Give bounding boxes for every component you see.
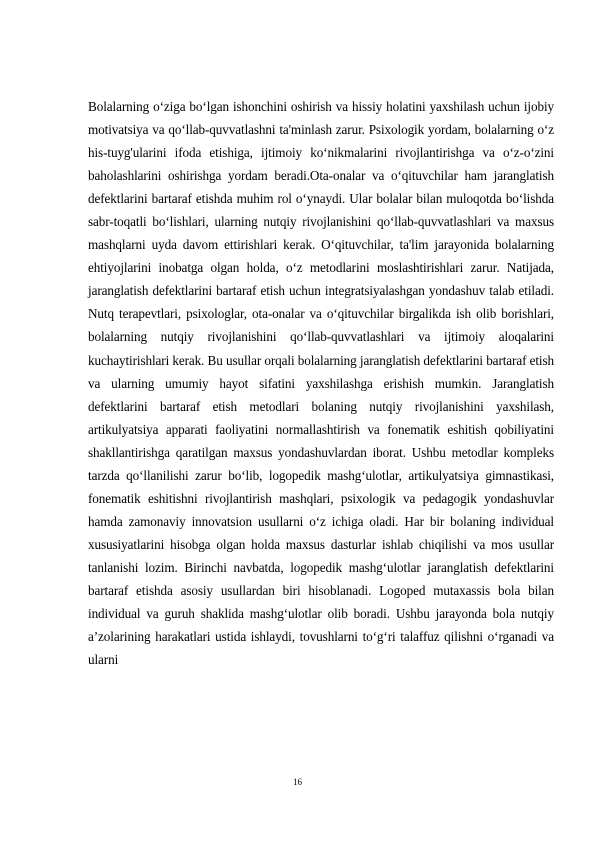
body-paragraph: Bolalarning o‘ziga bo‘lgan ishonchini oshirish va hissiy holatini yaxshilash uchun ijobiy motivatsiya va qo‘llab-quvvatlashni ta'minlash zarur. Psixologik yordam, bolalarning o‘z his-tuyg'ularini ifoda etishiga, ijtimoiy ko‘nikmalarini rivojlantirishga va o‘z-o‘zini baholashlarini oshirishga yordam beradi.Ota-onalar va o‘qituvchilar ham jaranglatish defektlarini bartaraf etishda muhim rol o‘ynaydi. Ular bolalar bilan muloqotda bo‘lishda sabr-toqatli bo‘lishlari, ularning nutqiy rivojlanishini qo‘llab-quvvatlashlari va maxsus mashqlarni uyda davom ettirishlari kerak. O‘qituvchilar, ta'lim jarayonida bolalarning ehtiyojlarini inobatga olgan holda, o‘z metodlarini moslashtirishlari zarur. Natijada, jaranglatish defektlarini bartaraf etish uchun integratsiyalashgan yondashuv talab etiladi. Nutq terapevtlari, psixologlar, ota-onalar va o‘qituvchilar birgalikda ish olib borishlari, bolalarning nutqiy rivojlanishini qo‘llab-quvvatlashlari va ijtimoiy aloqalarini kuchaytirishlari kerak. Bu usullar orqali bolalarning jaranglatish defektlarini bartaraf etish va ularning umumiy hayot sifatini yaxshilashga erishish mumkin. Jaranglatish defektlarini bartaraf etish metodlari bolaning nutqiy rivojlanishini yaxshilash, artikulyatsiya apparati faoliyatini normallashtirish va fonematik eshitish qobiliyatini shakllantirishga qaratilgan maxsus yondashuvlardan iborat. Ushbu metodlar kompleks tarzda qo‘llanilishi zarur bo‘lib, logopedik mashg‘ulotlar, artikulyatsiya gimnastikasi, fonematik eshitishni rivojlantirish mashqlari, psixologik va pedagogik yondashuvlar hamda zamonaviy innovatsion usullarni o‘z ichiga oladi. Har bir bolaning individual xususiyatlarini hisobga olgan holda maxsus dasturlar ishlab chiqilishi va mos usullar tanlanishi lozim. Birinchi navbatda, logopedik mashg‘ulotlar jaranglatish defektlarini bartaraf etishda asosiy usullardan biri hisoblanadi. Logoped mutaxassis bola bilan individual va guruh shaklida mashg‘ulotlar olib boradi. Ushbu jarayonda bola nutqiy a’zolarining harakatlari ustida ishlaydi, tovushlarni to‘g‘ri talaffuz qilishni o‘rganadi va ularni (88, 99, 554, 668)
page-number: 16 (293, 777, 302, 787)
